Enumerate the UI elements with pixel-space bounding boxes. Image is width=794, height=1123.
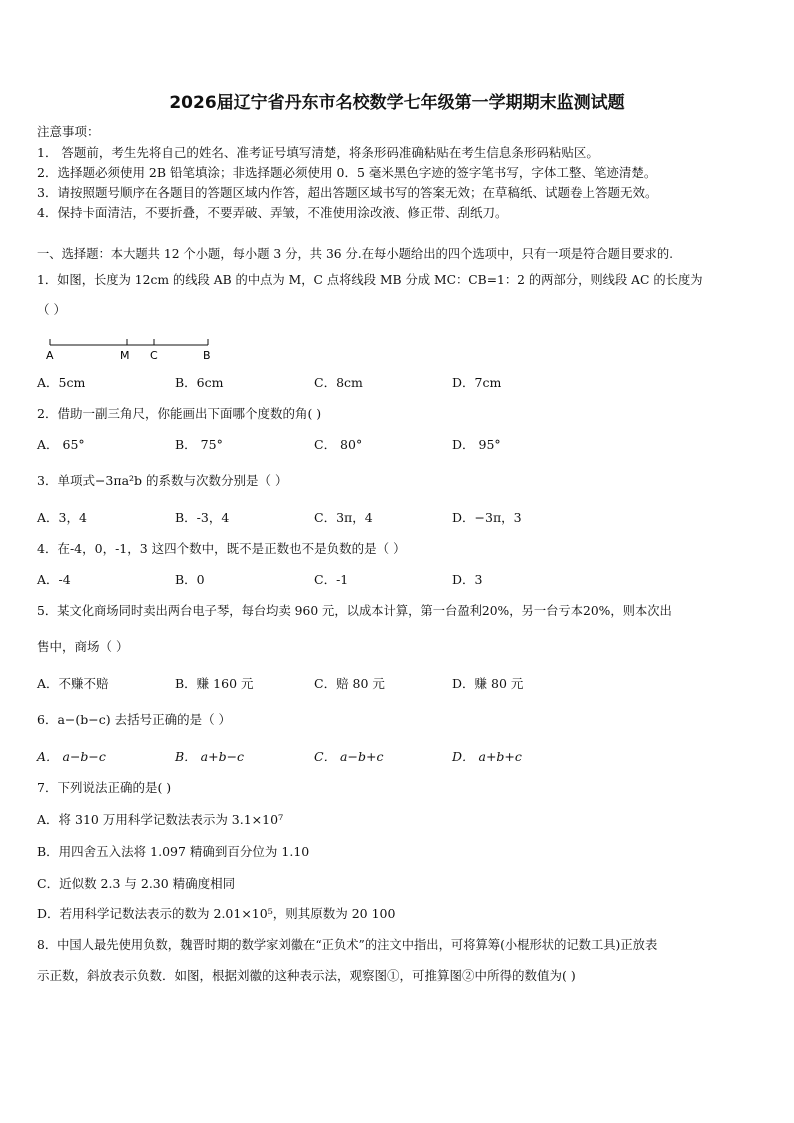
- point-label-m: M: [120, 349, 130, 362]
- q8-stem-line1: 8．中国人最先使用负数，魏晋时期的数学家刘徽在“正负术”的注文中指出，可将算筹(小棍形状的记数工具)正放表: [37, 938, 658, 952]
- q1-option-d[interactable]: D．7cm: [452, 375, 502, 390]
- q1-option-a[interactable]: A．5cm: [37, 375, 86, 390]
- q2-option-c[interactable]: C． 80°: [314, 437, 363, 452]
- q1-stem-line1: 1．如图，长度为 12cm 的线段 AB 的中点为 M，C 点将线段 MB 分成 MC：CB=1：2 的两部分，则线段 AC 的长度为: [37, 273, 703, 287]
- q7-stem: 7．下列说法正确的是( ): [37, 780, 172, 795]
- q7-option-c[interactable]: C．近似数 2.3 与 2.30 精确度相同: [37, 876, 236, 891]
- q7-option-a[interactable]: A．将 310 万用科学记数法表示为 3.1×10⁷: [37, 812, 284, 827]
- q2-option-a[interactable]: A． 65°: [37, 437, 85, 452]
- q5-option-c[interactable]: C．赔 80 元: [314, 676, 385, 691]
- q6-option-b[interactable]: B． a+b−c: [175, 749, 245, 764]
- section-heading: 一、选择题：本大题共 12 个小题，每小题 3 分，共 36 分.在每小题给出的四个选项中，只有一项是符合题目要求的.: [37, 247, 674, 261]
- notice-item-1: 1． 答题前，考生先将自己的姓名、准考证号填写清楚，将条形码准确粘贴在考生信息条形码粘贴区。: [37, 145, 599, 160]
- q5-option-b[interactable]: B．赚 160 元: [175, 676, 254, 691]
- q7-option-b[interactable]: B．用四舍五入法将 1.097 精确到百分位为 1.10: [37, 844, 310, 859]
- q6-option-d[interactable]: D． a+b+c: [452, 749, 522, 764]
- q5-stem-line1: 5．某文化商场同时卖出两台电子琴，每台均卖 960 元，以成本计算，第一台盈利20%，另一台亏本20%，则本次出: [37, 604, 672, 618]
- q1-option-b[interactable]: B．6cm: [175, 375, 224, 390]
- q6-option-a[interactable]: A． a−b−c: [37, 749, 106, 764]
- point-label-c: C: [150, 349, 158, 362]
- q3-option-d[interactable]: D．−3π，3: [452, 510, 522, 525]
- q6-option-c[interactable]: C． a−b+c: [314, 749, 384, 764]
- q2-option-b[interactable]: B． 75°: [175, 437, 223, 452]
- point-label-b: B: [203, 349, 211, 362]
- q3-option-a[interactable]: A．3，4: [37, 510, 87, 525]
- notice-item-2: 2．选择题必须使用 2B 铅笔填涂；非选择题必须使用 0．5 毫米黑色字迹的签字笔书写，字体工整、笔迹清楚。: [37, 165, 657, 180]
- q4-stem: 4．在-4，0，-1，3 这四个数中，既不是正数也不是负数的是（ ）: [37, 541, 406, 556]
- q5-stem-line2: 售中，商场（ ）: [37, 639, 129, 654]
- q5-option-d[interactable]: D．赚 80 元: [452, 676, 524, 691]
- q2-option-d[interactable]: D． 95°: [452, 437, 501, 452]
- notice-item-4: 4．保持卡面清洁，不要折叠，不要弄破、弄皱，不准使用涂改液、修正带、刮纸刀。: [37, 205, 508, 220]
- q4-option-a[interactable]: A．-4: [37, 572, 71, 587]
- q5-option-a[interactable]: A．不赚不赔: [37, 676, 109, 691]
- q6-stem: 6．a−(b−c) 去括号正确的是（ ）: [37, 712, 232, 727]
- q4-option-b[interactable]: B．0: [175, 572, 205, 587]
- q3-stem: 3．单项式−3πa²b 的系数与次数分别是（ ）: [37, 473, 288, 488]
- q1-segment-diagram: [46, 334, 216, 362]
- q1-stem-line2: （ ）: [37, 302, 66, 317]
- q3-option-c[interactable]: C．3π，4: [314, 510, 373, 525]
- q8-stem-line2: 示正数，斜放表示负数．如图，根据刘徽的这种表示法，观察图①，可推算图②中所得的数值为( ): [37, 968, 576, 983]
- q3-option-b[interactable]: B．-3，4: [175, 510, 230, 525]
- notice-item-3: 3．请按照题号顺序在各题目的答题区域内作答，超出答题区域书写的答案无效；在草稿纸、试题卷上答题无效。: [37, 185, 658, 200]
- page-title: 2026届辽宁省丹东市名校数学七年级第一学期期末监测试题: [169, 93, 625, 113]
- q4-option-d[interactable]: D．3: [452, 572, 483, 587]
- point-label-a: A: [46, 349, 54, 362]
- q2-stem: 2．借助一副三角尺，你能画出下面哪个度数的角( ): [37, 406, 322, 421]
- q7-option-d[interactable]: D．若用科学记数法表示的数为 2.01×10⁵，则其原数为 20 100: [37, 906, 396, 921]
- notice-heading: 注意事项：: [37, 124, 100, 139]
- q1-option-c[interactable]: C．8cm: [314, 375, 363, 390]
- q4-option-c[interactable]: C．-1: [314, 572, 349, 587]
